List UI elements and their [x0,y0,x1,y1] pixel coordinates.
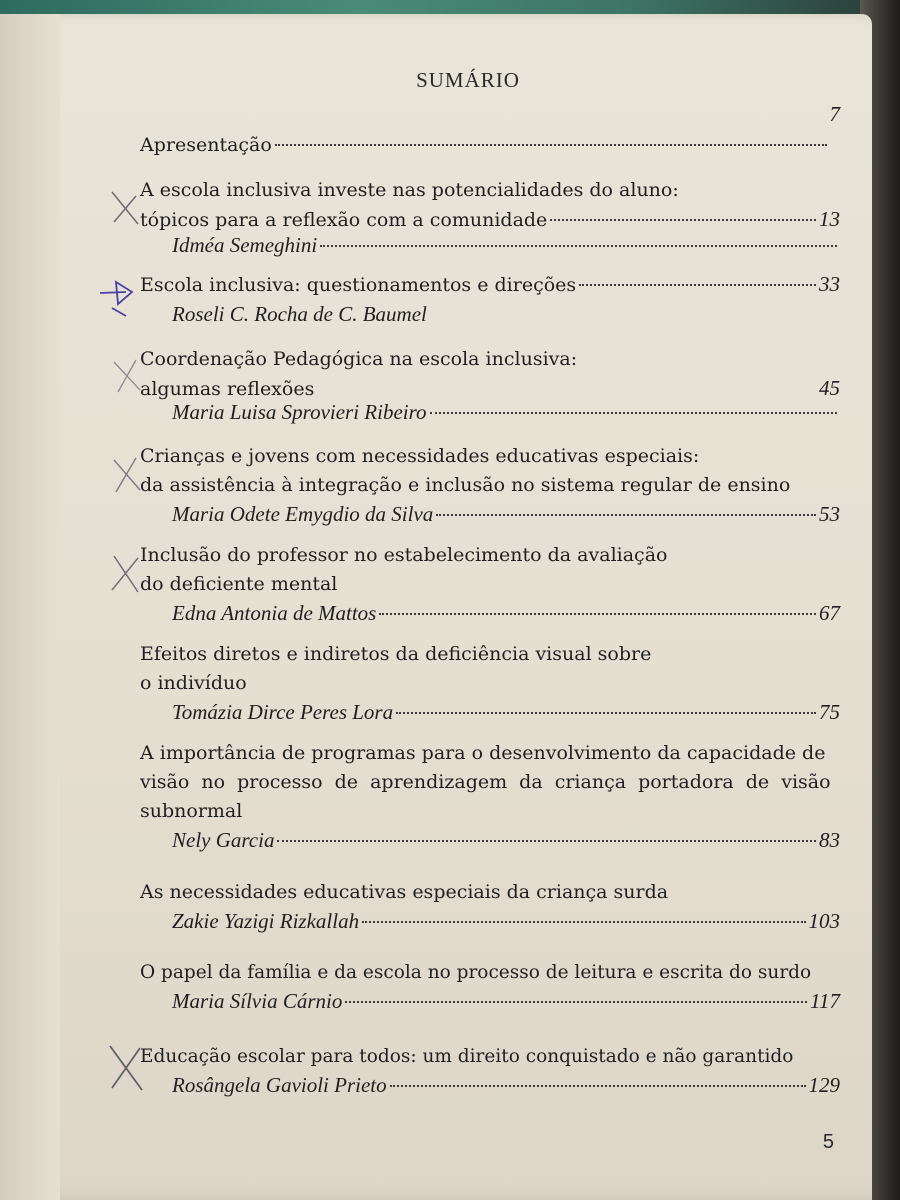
page-ref: 117 [810,989,840,1013]
entry-title: O papel da família e da escola no processo de leitura e escrita do surdo [140,962,812,983]
toc-entry [140,1042,840,1100]
pen-arrow-mark-icon [98,278,144,318]
entry-author: Nely Garcia [172,828,275,852]
entry-author: Roseli C. Rocha de C. Baumel [172,302,427,326]
page-ref: 53 [819,502,840,526]
entry-title: Efeitos diretos e indiretos da deficiência visual sobre [140,643,652,665]
page-ref: 33 [819,272,840,296]
page-ref: 83 [819,828,840,852]
leader-dots [430,412,837,414]
page-ref: 103 [808,909,840,933]
entry-author-row [140,826,840,855]
pencil-cross-mark-icon [110,454,144,496]
pencil-cross-mark-icon [110,356,144,396]
pencil-cross-mark-icon [108,552,144,596]
pencil-cross-mark-icon [104,1042,148,1094]
leader-dots [579,284,816,286]
toc-entry [140,102,840,160]
entry-author-row [140,907,840,936]
page-ref: 75 [819,700,840,724]
entry-title: Educação escolar para todos: um direito conquistado e não garantido [140,1046,794,1067]
leader-dots [390,1085,806,1087]
entry-title: Crianças e jovens com necessidades educativas especiais: [140,445,700,467]
entry-title-cont: algumas reflexões [140,378,315,400]
leader-dots [275,144,827,146]
leader-dots [396,712,816,714]
entry-author: Maria Luisa Sprovieri Ribeiro [172,400,427,424]
entry-title-cont: tópicos para a reflexão com a comunidade [140,209,548,231]
page-ref: 45 [819,376,840,400]
entry-author-row [140,698,840,727]
entry-author-row [140,398,840,427]
entry-title-cont: subnormal [140,800,243,822]
entry-author-row [140,1071,840,1100]
leader-dots [277,840,816,842]
entry-title-cont: da assistência à integração e inclusão no sistema regular de ensino [140,474,791,496]
leader-dots [362,921,805,923]
entry-author: Rosângela Gavioli Prieto [172,1073,387,1097]
entry-title: Apresentação [140,134,272,156]
leader-dots [320,245,837,247]
leader-dots [379,613,816,615]
leader-dots [436,514,816,516]
page-ref: 67 [819,601,840,625]
toc-entry [140,958,840,1016]
toc-entry [140,541,840,628]
entry-title: Coordenação Pedagógica na escola inclusiva: [140,348,578,370]
entry-title: Escola inclusiva: questionamentos e direções [140,274,577,296]
page-number: 5 [822,1131,834,1153]
leader-dots [345,1001,807,1003]
entry-author: Idméa Semeghini [172,233,318,257]
toc-row [140,102,840,160]
leader-dots [550,219,816,221]
entry-author: Tomázia Dirce Peres Lora [172,700,394,724]
entry-title: Inclusão do professor no estabelecimento da avaliação [140,544,668,566]
entry-title: As necessidades educativas especiais da criança surda [140,881,669,903]
toc-entry [140,176,840,264]
entry-title-cont: o indivíduo [140,672,247,694]
toc-entry [140,442,840,529]
entry-author: Maria Odete Emygdio da Silva [172,502,434,526]
page-ref: 7 [829,102,840,126]
entry-author: Edna Antonia de Mattos [172,601,377,625]
entry-author-row [140,599,840,628]
pencil-cross-mark-icon [108,188,142,228]
toc-entry [140,640,840,727]
page-title: SUMÁRIO [416,68,520,92]
toc-entry [140,270,840,329]
toc-entry [140,345,840,433]
entry-title: A importância de programas para o desenvolvimento da capacidade de [140,742,826,764]
entry-author: Zakie Yazigi Rizkallah [172,909,360,933]
entry-title: A escola inclusiva investe nas potencialidades do aluno: [140,179,679,201]
toc-entry [140,878,840,936]
entry-author-row [140,231,840,260]
entry-author-row [140,300,840,329]
page-ref: 129 [808,1073,840,1097]
entry-title-cont: do deficiente mental [140,573,338,595]
entry-author-row [140,987,840,1016]
toc-entry [140,739,840,855]
entry-author: Maria Sílvia Cárnio [172,989,343,1013]
toc-row [140,270,840,300]
page-ref: 13 [819,207,840,231]
entry-title-cont: visão no processo de aprendizagem da criança portadora de visão [140,771,831,793]
entry-author-row [140,500,840,529]
